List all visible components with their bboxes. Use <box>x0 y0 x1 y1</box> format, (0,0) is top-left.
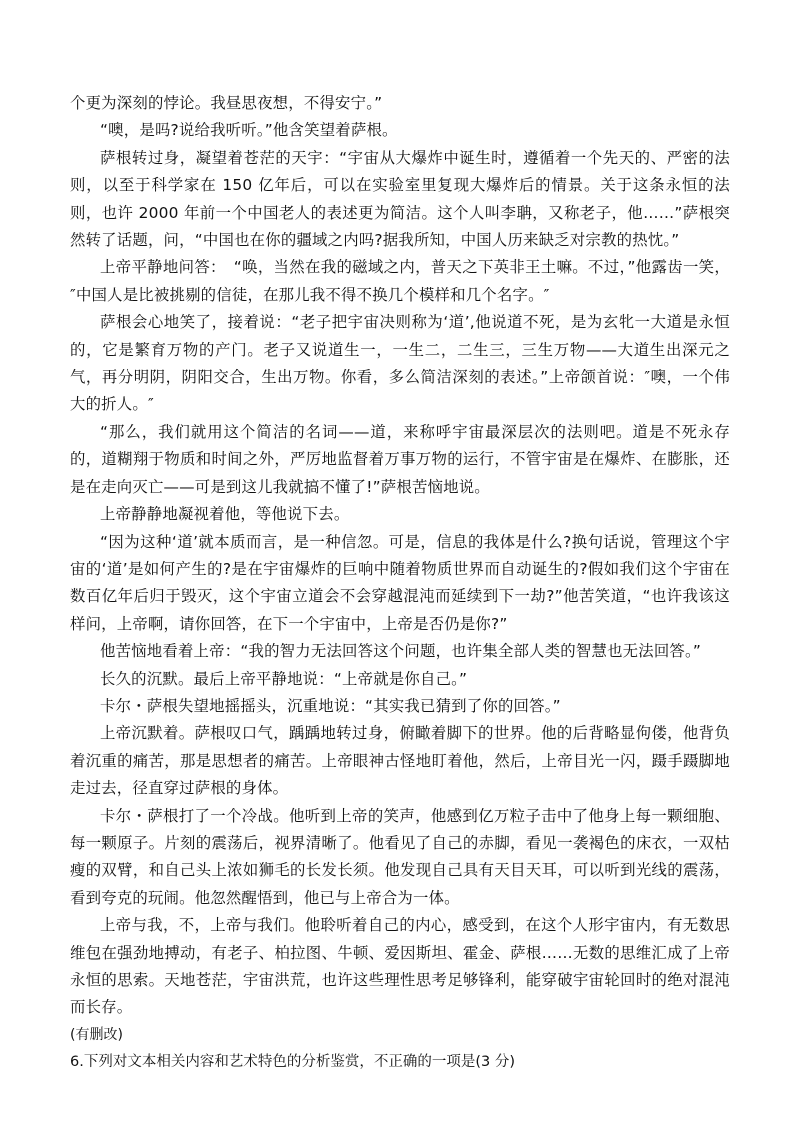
paragraph: 长久的沉默。最后上帝平静地说：“上帝就是你自己。” <box>100 669 468 688</box>
paragraph: 萨根会心地笑了，接着说：“老子把宇宙决则称为‘道’,他说道不死，是为玄牝一大道是永恒的，它是繁育万物的产门。老子又说道生一，一生二，二生三，三生万物——大道生出深元之气，再分明阴，阴阳交合，生出万物。你看，多么简洁深刻的表述。”上帝颌首说：″噢，一个伟大的折人。″ <box>70 313 730 414</box>
source-note: (有删改) <box>70 1026 123 1043</box>
paragraph: 个更为深刻的悖论。我昼思夜想，不得安宁。” <box>70 94 383 112</box>
paragraph: 萨根转过身，凝望着苍茫的天宇：“宇宙从大爆炸中诞生时，遵循着一个先天的、严密的法则，以至于科学家在 150 亿年后，可以在实验室里复现大爆炸后的情景。关于这条永恒的法则，也许 2000 年前一个中国老人的表述更为简洁。这个人叫李聃，又称老子，他……”萨根突然转了话题，问，“中国也在你的疆域之内吗?据我所知，中国人历来缺乏对宗教的热忱。” <box>70 148 730 250</box>
paragraph: “因为这种‘道’就本质而言，是一种信忽。可是，信息的我体是什么?换句话说，管理这个宇宙的‘道’是如何产生的?是在宇宙爆炸的巨响中随着物质世界而自动诞生的?假如我们这个宇宙在数百亿年后归于毁灭，这个宇宙立道会不会穿越混沌而延续到下一劫?”他苦笑道，“也许我该这样问，上帝啊，请你回答，在下一个宇宙中，上帝是否仍是你?” <box>70 532 730 633</box>
paragraph: 卡尔・萨根失望地摇摇头，沉重地说：“其实我已猜到了你的回答。” <box>100 696 561 715</box>
paragraph: 上帝沉默着。萨根叹口气，踽踽地转过身，俯瞰着脚下的世界。他的后背略显佝偻，他背负着沉重的痛苦，那是思想者的痛苦。上帝眼神古怪地盯着他，然后，上帝目光一闪，蹑手蹑脚地走过去，径直穿过萨根的身体。 <box>70 724 730 798</box>
paragraph: 上帝静静地凝视着他，等他说下去。 <box>100 505 350 524</box>
paragraph: 他苦恼地看着上帝：“我的智力无法回答这个问题，也许集全部人类的智慧也无法回答。” <box>100 642 702 661</box>
paragraph: “噢，是吗?说给我听听。”他含笑望着萨根。 <box>100 121 398 140</box>
question-stem: 6.下列对文本相关内容和艺术特色的分析鉴赏，不正确的一项是(3 分) <box>70 1053 515 1070</box>
paragraph: 卡尔・萨根打了一个冷战。他听到上帝的笑声，他感到亿万粒子击中了他身上每一颗细胞、每一颗原子。片刻的震荡后，视界清晰了。他看见了自己的赤脚，看见一袭褐色的床衣，一双枯瘦的双臂，和自己头上浓如狮毛的长发长须。他发现自己具有天目天耳，可以听到光线的震荡，看到夸克的玩闹。他忽然醒悟到，他已与上帝合为一体。 <box>70 806 730 907</box>
passage-body <box>70 90 730 1076</box>
paragraph: 上帝平静地问答： “唤，当然在我的磁域之内，普天之下英非王土嘛。不过，”他露齿一笑，″中国人是比被挑剔的信徒，在那儿我不得不换几个模样和几个名字。″ <box>70 258 730 304</box>
paragraph: “那么，我们就用这个简洁的名词——道，来称呼宇宙最深层次的法则吧。道是不死永存的，道糊翔于物质和时间之外，严厉地监督着万事万物的运行，不管宇宙是在爆炸、在膨胀，还是在走向灭亡——可是到这儿我就搞不懂了!”萨根苦恼地说。 <box>70 422 730 496</box>
paragraph: 上帝与我，不，上帝与我们。他聆听着自己的内心，感受到，在这个人形宇宙内，有无数思维包在强劲地搏动，有老子、柏拉图、牛顿、爱因斯坦、霍金、萨根……无数的思维汇成了上帝永恒的思索。天地苍茫，宇宙洪荒，也许这些理性思考足够锋利，能穿破宇宙轮回时的绝对混沌而长存。 <box>70 916 730 1017</box>
